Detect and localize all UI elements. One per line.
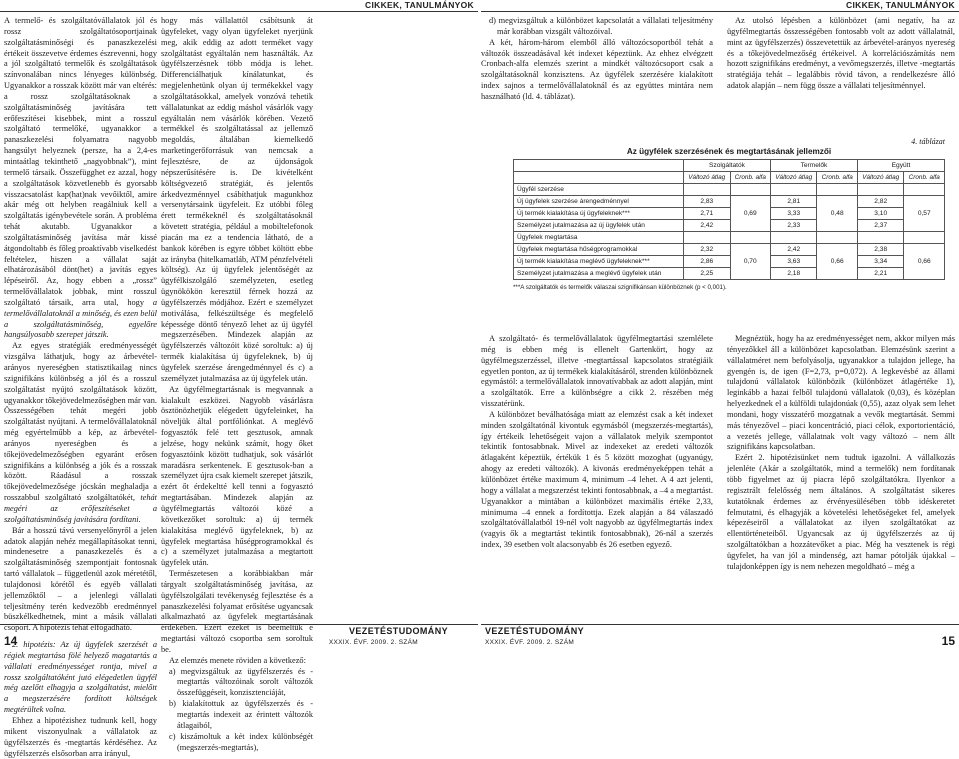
- right-upper-column-1: [481, 16, 713, 103]
- right-journal-issue: XXXIX. ÉVF. 2009. 2. SZÁM: [485, 639, 575, 646]
- right-header-rule: [481, 11, 959, 12]
- left-footer-rule: [0, 624, 478, 625]
- right-header: [481, 0, 959, 12]
- table-4: [513, 137, 945, 291]
- right-page: [481, 0, 959, 660]
- paragraph: Ehhez a hipotézishez tudnunk kell, hogy mikent viszonyulnak a vállalatok az ügyfélszerzés és -megtartás kérdéséhez. Az ügyfélszerzés elsősorban arra irányul,: [4, 716, 157, 758]
- table-row: Személyzet jutalmazása az új ügyfelek után 2,42 2,33 2,37: [514, 220, 945, 232]
- subheader: Változó átlag: [857, 172, 904, 184]
- paragraph: Bár a hosszú távú versenyelőnyről a jelen adatok alapján nehéz megállapításokat tenni, mindenesetre a panaszkezelés és a szolgáltatásminőség szempontjait fontosnak tartó vállalatok – függetlenül azok méretétől, tulajdonosi körétől és egyéb vállalati jellemzőktől – a jelenlegi vállalati teljesítmény terén kedvezőbb eredménnyel büszkélkedhetnek, mint a másik vállalati csoport. A hipotézis tehát elfogadható.: [4, 525, 157, 633]
- cronbach-alpha: 0,70: [730, 244, 770, 280]
- right-header-title: CIKKEK, TANULMÁNYOK: [846, 0, 955, 10]
- left-page-number: 14: [4, 634, 18, 648]
- left-column-2: [161, 16, 313, 753]
- left-header-rule: [0, 11, 478, 12]
- section-label: Ügyfelek megtartása: [514, 232, 684, 244]
- left-journal-title: VEZETÉSTUDOMÁNY: [348, 626, 448, 636]
- paragraph: hogy más vállalattól csábítsunk át ügyfeleket, vagy olyan ügyfeleket nyerjünk meg, akik eddig az adott terméket vagy szolgáltatást egyáltalán nem használták. Az ügyfélszerzésnek több módja is lehet. Differenciálhatjuk kínálatunkat, és megjelenhetünk olyan új termékekkel vagy szolgáltatásokkal, amelyek vonzóvá tehetik vállalatunkat az eddig máshol vásárlók vagy egyáltalán nem vásárlók körében. Vezető termékkel és szolgáltatással az jellemző megoldás, általában kiemelkedő marketingerőforrásuk van nemcsak a fejlesztésre, de az újdonságok népszerűsítésére is. De kivételként költségvezető stratégiát, és jelentős árkedvezménnyel csábíthatjuk magunkhoz versenytársaink ügyfeleit. Ez utóbbi főleg érett termékeknél és szolgáltatásoknál követett stratégia, például a mobiltelefonok piacán ma ez a tendencia látható, de a bankok körében is egyre többet költött ebbe az irányba (hitelkamatláb, ATM pénzfelvételi költség). Az új ügyfelek jelentőségét az ügyfélkiszolgáló személyzeten, esetleg ügynökökön keresztül férnek hozzá az ügyfélszerzés módjához. Ezért e személyzet motiválása, felkészültsége és megfelelő képessége döntő tényező lehet az új ügyfél megszerzésében. Mindezek alapján az ügyfélszerzés változóit közé soroltuk: a) új termék kialakítása új ügyfeleknek, b) új ügyfelek szerzése árengedménnyel és c) a személyzet jutalmazása az új ügyfelek után.: [161, 16, 313, 383]
- customer-acquisition-table: [513, 159, 945, 280]
- list-item: d) megvizsgáltuk a különbözet kapcsolatát a vállalati teljesítmény már korábban vizsgált változóival.: [489, 16, 713, 36]
- paragraph: A különbözet beválhatósága miatt az elemzést csak a két indexet minden szolgáltatónál kivontuk egymásból (megszerzés-megtartás), így értékeik lehetőségeit vajon a vállalatok melyik szempontot tekintik fontosabbnak. Mivel az indexeket az eredeti változók átlagaként képeztük, értékük 1 és 5 között mozoghat (ugyanúgy, ahogy az eredeti változók). A kivonás eredményeképpen tehát a különbözet értéke maximum 4, minimum –4 lehet. A 4 azt jelenti, hogy a vállalat a megszerzést tekinti fontosabbnak, a –4 a megtartást. Ugyanakkor a mintában a különbözet maximális értéke 2,33, minimuma –4 ennek a fordítottja. Ezek alapján a 84 válaszadó szolgáltatóvállalatból 19-nél volt nagyobb az ügyfélmegtartás index (vagyis ők a megtartást tekintik fontosabbnak), 26-nál a szerzés index, 39 esetben volt alacsonyabb és 26 esetben egyező.: [481, 409, 713, 550]
- subheader: Változó átlag: [770, 172, 817, 184]
- group-header: Szolgáltatók: [684, 160, 771, 172]
- list-item: b) kialakítottuk az ügyfélszerzés és -megtartás indexeit az érintett változók átlagaiból,: [169, 699, 313, 730]
- section-row: [514, 232, 945, 244]
- paragraph: Az egyes stratégiák eredményességét vizsgálva láthatjuk, hogy az árbevétel-arányos nyereségben statisztikailag nincs szignifikáns különbség a jól és a rosszul szolgáltatást nyújtó szolgáltatások között, ugyanakkor tőkejövedelmezőségben már van. Összességében tehát megéri jobb szolgáltatást nyújtani. A termelővállalatoknál még egyértelműbb a kép, az árbevétel-arányos nyereségben és a tőkejövedelmezőségben egyaránt erősen szignifikáns a különbség a jók és a rosszak között. Ráadásul a rosszak tőkejövedelmezősége jócskán meghaladja a rosszabbul szolgáltató szolgáltatókét, tehát megéri az erőfeszítéseket a szolgáltatásminőség javítására fordítani.: [4, 341, 157, 524]
- cronbach-alpha: 0,66: [817, 244, 857, 280]
- right-journal-title: VEZETÉSTUDOMÁNY: [485, 626, 585, 636]
- left-header: [0, 0, 478, 12]
- cronbach-alpha: 0,69: [730, 196, 770, 232]
- list-item: a) megvizsgáltuk az ügyfélszerzés és -megtartás változóinak sorolt változók összefüggéseit, konzisztenciáját,: [169, 666, 313, 698]
- list-item: c) kiszámoltuk a két index különbségét (megszerzés-megtartás),: [169, 731, 313, 752]
- analysis-steps-list-cont: [489, 16, 713, 38]
- table-row: Ügyfelek megtartása hűségprogramokkal 2,32 0,70 2,42 0,66 2,38 0,66: [514, 244, 945, 256]
- table-row: Új ügyfelek szerzése árengedménnyel 2,83 0,69 2,81 0,48 2,82 0,57: [514, 196, 945, 208]
- hypothesis-2: 2. hipotézis: Az új ügyfelek szerzését a régiek megtartása fölé helyező magatartás a vállalati eredményességet rontja, mivel a rossz szolgáltatóként jutó elégedetlen ügyfél még azelőtt elhagyja a szolgáltatást, mielőtt a megszerzésére fordított költségek megtérültek volna.: [4, 640, 157, 715]
- table-row: Új termék kialakítása új ügyfeleknek*** 2,71 3,33 3,10: [514, 208, 945, 220]
- table-number: 4. táblázat: [911, 137, 945, 146]
- table-title: Az ügyfélek szerzésének és megtartásának jellemzői: [626, 147, 832, 156]
- section-row: [514, 184, 945, 196]
- paragraph: Az ügyfélmegtartásnak is megvannak a kialakult eszközei. Nagyobb vásárlásra ösztönözhetjük elégedett ügyfeleinket, ha növeljük által portfóliónkat. A meglévő fogyasztók felé tett gesztusok, amnak jelzése, hogy nekünk számít, hogy őket fogyasztóink között tudhatjuk, sok vásárlót maradásra serkentenek. E gesztusok-ban a személyzet újra csak kiemelt szerepet játszik, ezért őt érdekeltté kell tenni a fogyasztó megtartásában. Mindezek alapján az ügyfélmegtartás változói közé a következőket soroltuk: a) új termék kialakítása meglévő ügyfeleknek, b) az ügyfelek megtartása hűségprogramokkal és c) a személyzet jutalmazása a megtartott ügyfelek után.: [161, 384, 313, 568]
- right-upper-column-2: [727, 16, 955, 92]
- right-page-number: 15: [941, 634, 955, 648]
- group-header: Együtt: [857, 160, 944, 172]
- table-row: Személyzet jutalmazása a meglévő ügyfelek után 2,25 2,18 2,21: [514, 268, 945, 280]
- left-column-1: [4, 16, 157, 759]
- right-footer-rule: [481, 624, 959, 625]
- left-journal-issue: XXXIX. ÉVF. 2009. 2. SZÁM: [328, 639, 418, 646]
- cronbach-alpha: 0,57: [904, 196, 945, 232]
- cronbach-alpha: 0,48: [817, 196, 857, 232]
- right-lower-column-2: [727, 334, 955, 573]
- paragraph: A két, három-három elemből álló változócsoportból tehát a változók összeadásával két indexet képeztünk. Az ehhez elvégzett Cronbach-alfa elemzés szerint a mindkét változócsoport csak a szolgáltatásoknál konzisztens. Az ügyfélek szerzésére kialakított index sajnos a termelővállalatoknál és az együttes mintára nem használható (ld. 4. táblázat).: [481, 37, 713, 101]
- paragraph: A termelő- és szolgáltatóvállalatok jól és rossz szolgáltatósoportjainak szolgáltatásminőségi és panaszkezelési értékeit összevetve érdemes észrevenni, hogy a jól szolgáltató termelők és szolgáltatások színvonalában nincs lényeges különbség. Ugyanakkor a rosszak között már van eltérés: a rossz szolgáltatásoknak a szolgáltatásminőség javítására tett erőfeszítései kisebbek, mint a rosszul szolgáltató termelőké, ugyanakkor a panaszkezelési folyamatra nagyobb hangsúlyt helyeznek (persze, ha a 2,4-es mintaátlag tekinthető „nagyobbnak”), mint termelő társaik. Összefügghet ez azzal, hogy a szolgáltatások közvetlenebb és gyorsabb visszacsatolást kap(hat)nak vevőiktől, amire akár még ott helyben reagálniuk kell a szolgáltatás igénybevétele során. A probléma tehát akutabb. Ugyanakkor a szolgáltatásminőség javítása már kissé átgondoltabb és főleg proaktívabb viselkedést feltételez, hiszen a vállalat saját elhatározásából dönt(het) a javítás egyes lépéseiről. Az, hogy ebben a „rossz” termelővállalatok jobbak, mint rosszul szolgáltató társaik, arra utal, hogy a termelővállalatoknál a minőség, és ezen belül a szolgáltatásminőség, egyelőre hangsúlyosabb szerepet játszik.: [4, 16, 157, 340]
- group-header: Termelők: [770, 160, 857, 172]
- section-label: Ügyfél szerzése: [514, 184, 684, 196]
- paragraph: Az utolsó lépésben a különbözet (ami negatív, ha az ügyfélmegtartás összességében fontosabb volt az adott vállalatnál, mint az ügyfélszerzés) összevetettük az árbevétel-arányos nyereség és a tőkejövedelmezőség értékeivel. A korrelációszámítás nem hozott szignifikáns eredményt, a vevőmegszerzés, illetve -megtartás stratégiája tehát – legalábbis rövid távon, a rendelkezésre álló adatok alapján – nem függ össze a vállalati teljesítménnyel.: [727, 16, 955, 91]
- subheader: Cronb. alfa: [817, 172, 857, 184]
- subheader: Cronb. alfa: [904, 172, 945, 184]
- paragraph: Természetesen a korábbiakban már tárgyalt szolgáltatásminőség javítása, az ügyfélszolgálati tevékenység fejlesztése és a panaszkezelési folyamat erősítése ugyancsak alkalmazható az ügyfelek megtartásának érdekében. Ezért ezeket is beemeltük e megtartási változó csoportba sem soroltuk be.: [161, 569, 313, 654]
- table-subheader: [514, 172, 945, 184]
- paragraph: Ezért 2. hipotézisünket nem tudtuk igazolni. A vállalkozás jelenléte (Akár a szolgáltatók, mind a termelők) nem fordítanak több figyelmet az új piacra lépő szolgáltatókra. Ilyenkor a regisztrált felelősség nem általános. A szolgáltatást sikeres kutatóknak érdemes az érvényesülésében több idéskeretet felmutatni, és elhagyják a követelési lehetőségeket fel, amelyek képezéseiről a vállalatokat az ilyen szolgáltatókat az ellentörténeteiből. Ugyancsak az új ügyfélszerzés az új szolgáltatókban a hozzátevőket a piac. Még ha vesztenek is régi ügyfelet, ha van jól a mindenség, azt hamar pótolják újakkal – tulajdonképpen így is nem nehezen megoldható – még a: [727, 453, 955, 571]
- table-group-header: [514, 160, 945, 172]
- table-row: Új termék kialakítása meglévő ügyfeleknek*** 2,86 3,63 3,34: [514, 256, 945, 268]
- analysis-steps-list: [169, 667, 313, 754]
- paragraph: Az elemzés menete röviden a következő:: [169, 655, 306, 665]
- table-note: ***A szolgáltatók és termelők válaszai szignifikánsan különböznek (p < 0,001).: [513, 284, 727, 291]
- left-header-title: CIKKEK, TANULMÁNYOK: [365, 0, 474, 10]
- paragraph: A szolgáltató- és termelővállalatok ügyfélmegtartási szemlélete még is ebben még is ellenelt Gartenkört, hogy az ügyfélmegszerzéssel, illetve -megtartással kapcsolatos stratégiáik egyetlen ponton, az új termékek kialakításáról, strenden különböznek egymástól: a termelővállalatok innovatívabbak az adott alapján, mint a szolgáltatók. Erre a különbségre a cikk 2. részében még visszatérünk.: [481, 334, 713, 409]
- cronbach-alpha: 0,66: [904, 244, 945, 280]
- left-page: [0, 0, 478, 758]
- right-lower-column-1: [481, 334, 713, 551]
- subheader: Cronb. alfa: [730, 172, 770, 184]
- subheader: Változó átlag: [684, 172, 731, 184]
- paragraph: Megnéztük, hogy ha az eredményességet nem, akkor milyen más tényezőkkel áll a különbözet kapcsolatban. Elemzésünk szerint a vállalatméret nem befolyásolja, ugyanakkor a tulajdon jellege, ha gyengén is, de igen (F=2,73, p=0,072). A legkevésbé az állami tulajdonú vállalatok különbözik (különbözet átlagértéke 1), leginkább a hazai felből tulajdonú vállalatok (0,03), és középlan helyezkednek el a külföldi tulajdonúak (0,55), azaz olyak sem lehet mondani, hogy visszatérő mozgatnak a vevők megtartását. Semmi más tényezővel – piaci koncentráció, piaci célok, exportorientáció, a vezetés jellege, vállalatnak volt vagy változó – nem állt szignifikáns kapcsolatban.: [727, 334, 955, 452]
